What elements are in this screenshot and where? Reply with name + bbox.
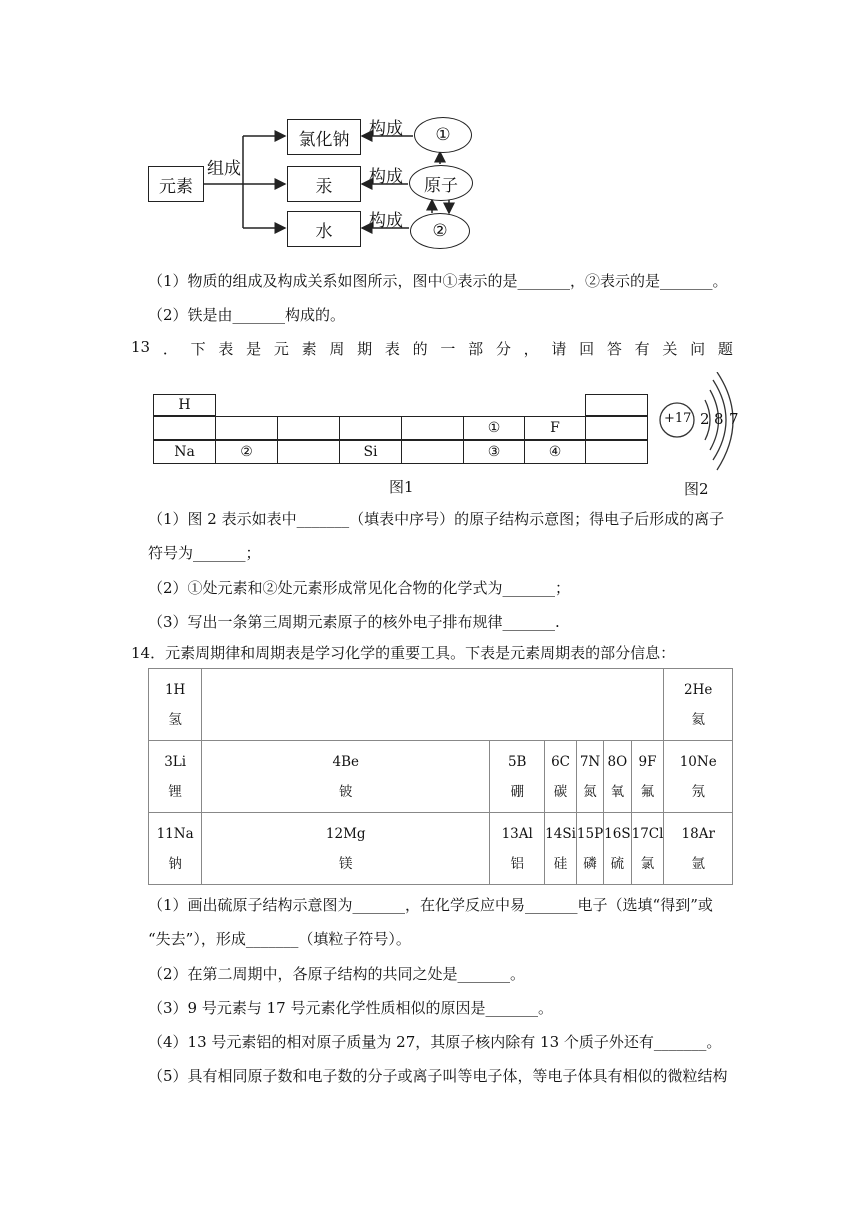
q14-part3: （3）9 号元素与 17 号元素化学性质相似的原因是_______。 [148,999,553,1017]
shell-1-count: 2 [700,410,710,428]
table-cell: 8O 氧 [604,741,631,813]
cell-r2-5 [401,416,464,440]
table-row [149,669,733,741]
cell-r3-3 [277,440,340,464]
cell-r2-1 [153,416,216,440]
table-cell: 13Al 铝 [490,813,545,885]
table-cell: 11Na 钠 [149,813,202,885]
table-cell: 14Si 硅 [545,813,577,885]
table-cell: 17Cl 氯 [631,813,664,885]
q13-part2: （2）①处元素和②处元素形成常见化合物的化学式为_______； [148,579,571,597]
cell-r3-7: ④ [524,440,586,464]
table-cell: 15P 磷 [576,813,603,885]
table-cell: 7N 氮 [576,741,603,813]
q14-part1-cont: “失去”），形成_______（填粒子符号）。 [148,930,411,948]
compose-label: 组成 [207,159,241,179]
cell-r2-8 [585,416,648,440]
q13-part3: （3）写出一条第三周期元素原子的核外电子排布规律_______. [148,613,560,631]
table-row [149,741,733,813]
cell-r2-7: F [524,416,586,440]
fig2-caption: 图2 [684,480,709,498]
atom-oval: 原子 [409,165,473,201]
table-row [149,813,733,885]
q13-part1-cont: 符号为_______； [148,544,261,562]
cell-r3-2: ② [215,440,278,464]
table-cell: 9F 氟 [631,741,664,813]
table-cell: 6C 碳 [545,741,577,813]
q14-part4: （4）13 号元素铝的相对原子质量为 27，其原子核内除有 13 个质子外还有_______。 [148,1033,722,1051]
shell-2-count: 8 [714,410,724,428]
cell-Na: Na [153,440,216,464]
construct-label-1: 构成 [369,119,403,139]
cell-r2-3 [277,416,340,440]
blank-circle-1: ① [414,117,472,153]
table-cell: 1H 氢 [149,669,202,741]
table-cell: 10Ne 氖 [664,741,733,813]
fig1-caption: 图1 [389,478,414,496]
q14-part2: （2）在第二周期中，各原子结构的共同之处是_______。 [148,965,526,983]
construct-label-2: 构成 [369,167,403,187]
q14-part5: （5）具有相同原子数和电子数的分子或离子叫等电子体，等电子体具有相似的微粒结构 [148,1067,728,1085]
cell-r2-2 [215,416,278,440]
nucleus-charge: +17 [664,411,692,426]
cell-Si: Si [339,440,402,464]
table-cell: 5B 硼 [490,741,545,813]
cell-r3-8 [585,440,648,464]
table-cell: 12Mg 镁 [202,813,490,885]
q14-part1: （1）画出硫原子结构示意图为_______，在化学反应中易_______电子（选填“得到”或 [148,896,713,914]
q12-part1: （1）物质的组成及构成关系如图所示，图中①表示的是_______，②表示的是_______。 [148,272,728,290]
q13-header: 13 ． 下 表 是 元 素 周 期 表 的 一 部 分 ， 请 回 答 有 关 问 题 [131,338,733,358]
element-box: 元素 [148,166,204,202]
table-cell: 18Ar 氩 [664,813,733,885]
table-cell: 3Li 锂 [149,741,202,813]
table-cell [202,669,664,741]
table-cell: 16S 硫 [604,813,631,885]
cell-H: H [153,394,216,416]
q12-part2: （2）铁是由_______构成的。 [148,306,346,324]
cell-top-right [585,394,648,416]
blank-circle-2: ② [410,213,470,249]
substance-box-nacl: 氯化钠 [287,119,361,155]
cell-r3-6: ③ [463,440,525,464]
substance-box-mercury: 汞 [287,166,361,202]
cell-r2-4 [339,416,402,440]
shell-3-count: 7 [729,410,739,428]
construct-label-3: 构成 [369,211,403,231]
cell-r2-6: ① [463,416,525,440]
element-table [148,668,733,885]
substance-box-water: 水 [287,211,361,247]
table-cell: 2He 氦 [664,669,733,741]
cell-r3-5 [401,440,464,464]
q13-part1: （1）图 2 表示如表中_______（填表中序号）的原子结构示意图；得电子后形成的离子 [148,510,725,528]
q14-title: 14．元素周期律和周期表是学习化学的重要工具。下表是元素周期表的部分信息： [131,644,676,662]
table-cell: 4Be 铍 [202,741,490,813]
